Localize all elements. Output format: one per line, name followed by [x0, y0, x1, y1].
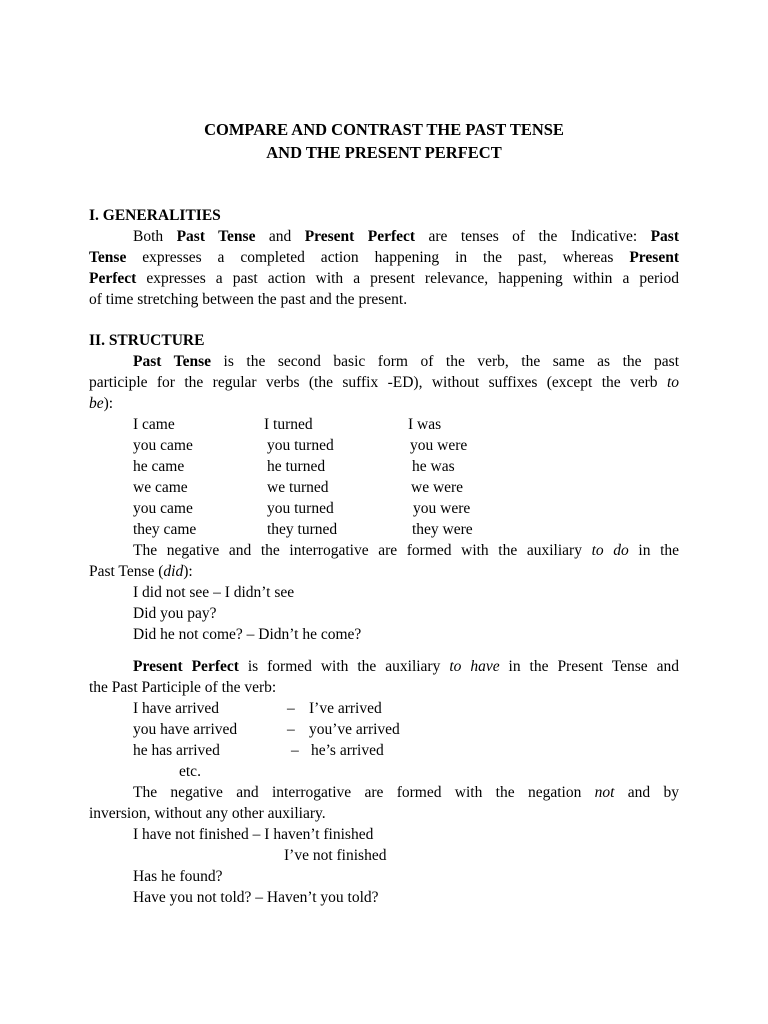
text: Past Tense (	[89, 563, 164, 580]
perfect-etc: etc.	[179, 763, 201, 780]
term-past: Past	[650, 228, 679, 245]
title-line-1: COMPARE AND CONTRAST THE PAST TENSE	[204, 120, 564, 139]
term-past-tense: Past Tense	[133, 353, 211, 370]
perfect-dash-2: –	[287, 721, 295, 738]
paragraph-past-line-2	[89, 372, 679, 393]
conj-col1-row1: I came	[133, 416, 175, 433]
text: expresses a past action with a present relevance, happening within a period	[136, 270, 679, 287]
text: is formed with the auxiliary	[238, 658, 450, 675]
perfect-short-2: you’ve arrived	[309, 721, 400, 738]
text: The negative and interrogative are formed with the negation	[133, 784, 595, 801]
conj-col2-row6: they turned	[267, 521, 338, 538]
paragraph-perfect-line-2: the Past Participle of the verb:	[89, 679, 277, 696]
section-heading-structure: II. STRUCTURE	[89, 332, 205, 349]
title-line-2: AND THE PRESENT PERFECT	[266, 143, 502, 162]
text: in the Present Tense and	[499, 658, 680, 675]
term-tense: Tense	[89, 249, 127, 266]
text: is the second basic form of the verb, the same as the past	[211, 353, 680, 370]
paragraph-negative2-line-1	[133, 782, 679, 803]
conj-col3-row2: you were	[410, 437, 468, 454]
perfect-short-3: he’s arrived	[311, 742, 384, 759]
verb-to-have: to have	[449, 658, 500, 675]
paragraph-negative2-line-2: inversion, without any other auxiliary.	[89, 805, 326, 822]
text: expresses a completed action happening in the past, whereas	[126, 249, 630, 266]
text: ):	[103, 395, 114, 412]
verb-be: be	[89, 395, 104, 412]
paragraph-past-line-1	[133, 351, 679, 372]
perfect-dash-3: –	[291, 742, 299, 759]
past-example-2: Did you pay?	[133, 605, 217, 622]
perfect-example-3: Has he found?	[133, 868, 223, 885]
perfect-short-1: I’ve arrived	[309, 700, 382, 717]
verb-to: to	[666, 374, 679, 391]
perfect-dash-1: –	[287, 700, 295, 717]
conj-col3-row3: he was	[412, 458, 455, 475]
perfect-full-2: you have arrived	[133, 721, 238, 738]
text: Both	[133, 228, 177, 245]
term-present: Present	[629, 249, 679, 266]
paragraph-negative-line-1	[133, 540, 679, 561]
text: participle for the regular verbs (the suffix -ED), without suffixes (except the verb	[89, 374, 667, 391]
conj-col2-row3: he turned	[267, 458, 326, 475]
conj-col2-row1: I turned	[264, 416, 313, 433]
term-past-tense: Past Tense	[176, 228, 256, 245]
conj-col3-row6: they were	[412, 521, 473, 538]
conj-col1-row4: we came	[133, 479, 188, 496]
paragraph-generalities-line-4: of time stretching between the past and the present.	[89, 291, 408, 308]
perfect-full-3: he has arrived	[133, 742, 220, 759]
conj-col2-row2: you turned	[267, 437, 334, 454]
term-present-perfect: Present Perfect	[133, 658, 239, 675]
paragraph-generalities-line-3	[89, 268, 679, 289]
conj-col2-row4: we turned	[267, 479, 329, 496]
verb-to-do: to do	[591, 542, 629, 559]
paragraph-perfect-line-1	[133, 656, 679, 677]
perfect-example-1: I have not finished – I haven’t finished	[133, 826, 374, 843]
conj-col1-row2: you came	[133, 437, 193, 454]
perfect-example-2: I’ve not finished	[284, 847, 387, 864]
paragraph-generalities-line-2	[89, 247, 679, 268]
text: in the	[628, 542, 679, 559]
conj-col1-row6: they came	[133, 521, 197, 538]
paragraph-past-line-3	[89, 393, 113, 414]
section-heading-generalities: I. GENERALITIES	[89, 207, 221, 224]
paragraph-negative-line-2	[89, 561, 193, 582]
conj-col1-row5: you came	[133, 500, 193, 517]
paragraph-generalities-line-1	[133, 226, 679, 247]
past-example-1: I did not see – I didn’t see	[133, 584, 295, 601]
perfect-example-4: Have you not told? – Haven’t you told?	[133, 889, 379, 906]
term-perfect: Perfect	[89, 270, 137, 287]
text: and by	[614, 784, 679, 801]
word-not: not	[594, 784, 615, 801]
verb-did: did	[163, 563, 184, 580]
text: ):	[183, 563, 193, 580]
text: are tenses of the Indicative:	[415, 228, 651, 245]
conj-col3-row5: you were	[413, 500, 471, 517]
term-present-perfect: Present Perfect	[304, 228, 416, 245]
text: The negative and the interrogative are formed with the auxiliary	[133, 542, 592, 559]
past-example-3: Did he not come? – Didn’t he come?	[133, 626, 362, 643]
text: and	[255, 228, 305, 245]
conj-col1-row3: he came	[133, 458, 185, 475]
conj-col3-row4: we were	[411, 479, 464, 496]
perfect-full-1: I have arrived	[133, 700, 220, 717]
conj-col2-row5: you turned	[267, 500, 334, 517]
conj-col3-row1: I was	[408, 416, 442, 433]
